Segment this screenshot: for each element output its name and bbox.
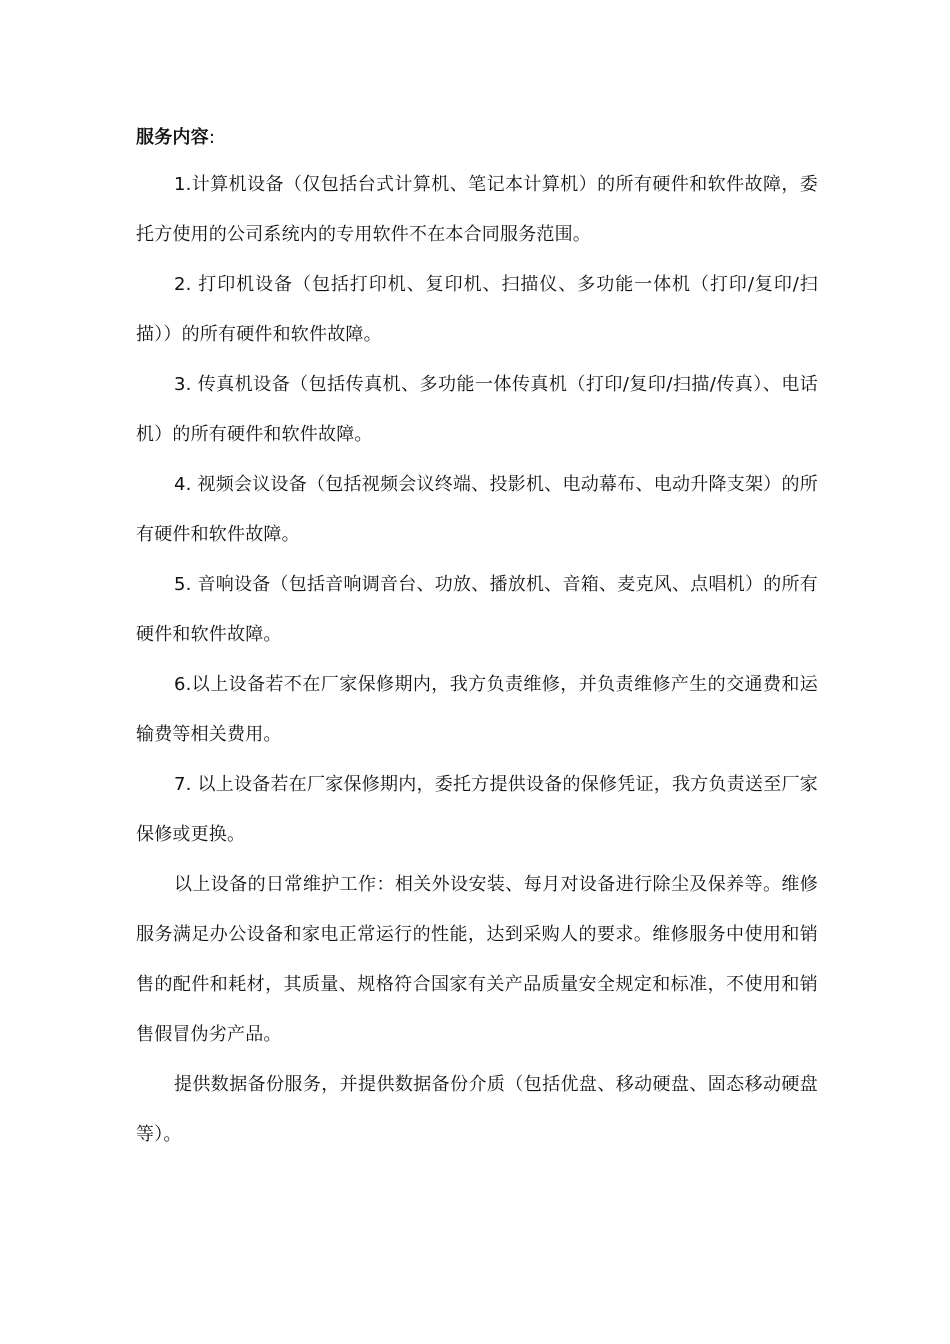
document-body [136,116,818,1160]
paragraph-audio-equipment: 5. 音响设备（包括音响调音台、功放、播放机、音箱、麦克风、点唱机）的所有硬件和软件故障。 [136,574,818,645]
paragraph-computer-equipment: 1.计算机设备（仅包括台式计算机、笔记本计算机）的所有硬件和软件故障，委托方使用的公司系统内的专用软件不在本合同服务范围。 [136,174,818,245]
paragraph-out-of-warranty: 6.以上设备若不在厂家保修期内，我方负责维修，并负责维修产生的交通费和运输费等相关费用。 [136,674,818,745]
paragraph-data-backup: 提供数据备份服务，并提供数据备份介质（包括优盘、移动硬盘、固态移动硬盘等）。 [136,1074,818,1145]
section-heading-colon: : [208,127,216,148]
paragraph-in-warranty: 7. 以上设备若在厂家保修期内，委托方提供设备的保修凭证，我方负责送至厂家保修或更换。 [136,774,818,845]
paragraph-video-conference-equipment: 4. 视频会议设备（包括视频会议终端、投影机、电动幕布、电动升降支架）的所有硬件和软件故障。 [136,474,818,545]
section-heading-text: 服务内容 [136,127,209,148]
paragraph-daily-maintenance: 以上设备的日常维护工作：相关外设安装、每月对设备进行除尘及保养等。维修服务满足办公设备和家电正常运行的性能，达到采购人的要求。维修服务中使用和销售的配件和耗材，其质量、规格符合国家有关产品质量安全规定和标准，不使用和销售假冒伪劣产品。 [136,874,818,1045]
paragraph-fax-equipment: 3. 传真机设备（包括传真机、多功能一体传真机（打印/复印/扫描/传真）、电话机）的所有硬件和软件故障。 [136,374,818,445]
paragraph-printer-equipment: 2. 打印机设备（包括打印机、复印机、扫描仪、多功能一体机（打印/复印/扫描））的所有硬件和软件故障。 [136,274,818,345]
section-heading [136,116,818,160]
